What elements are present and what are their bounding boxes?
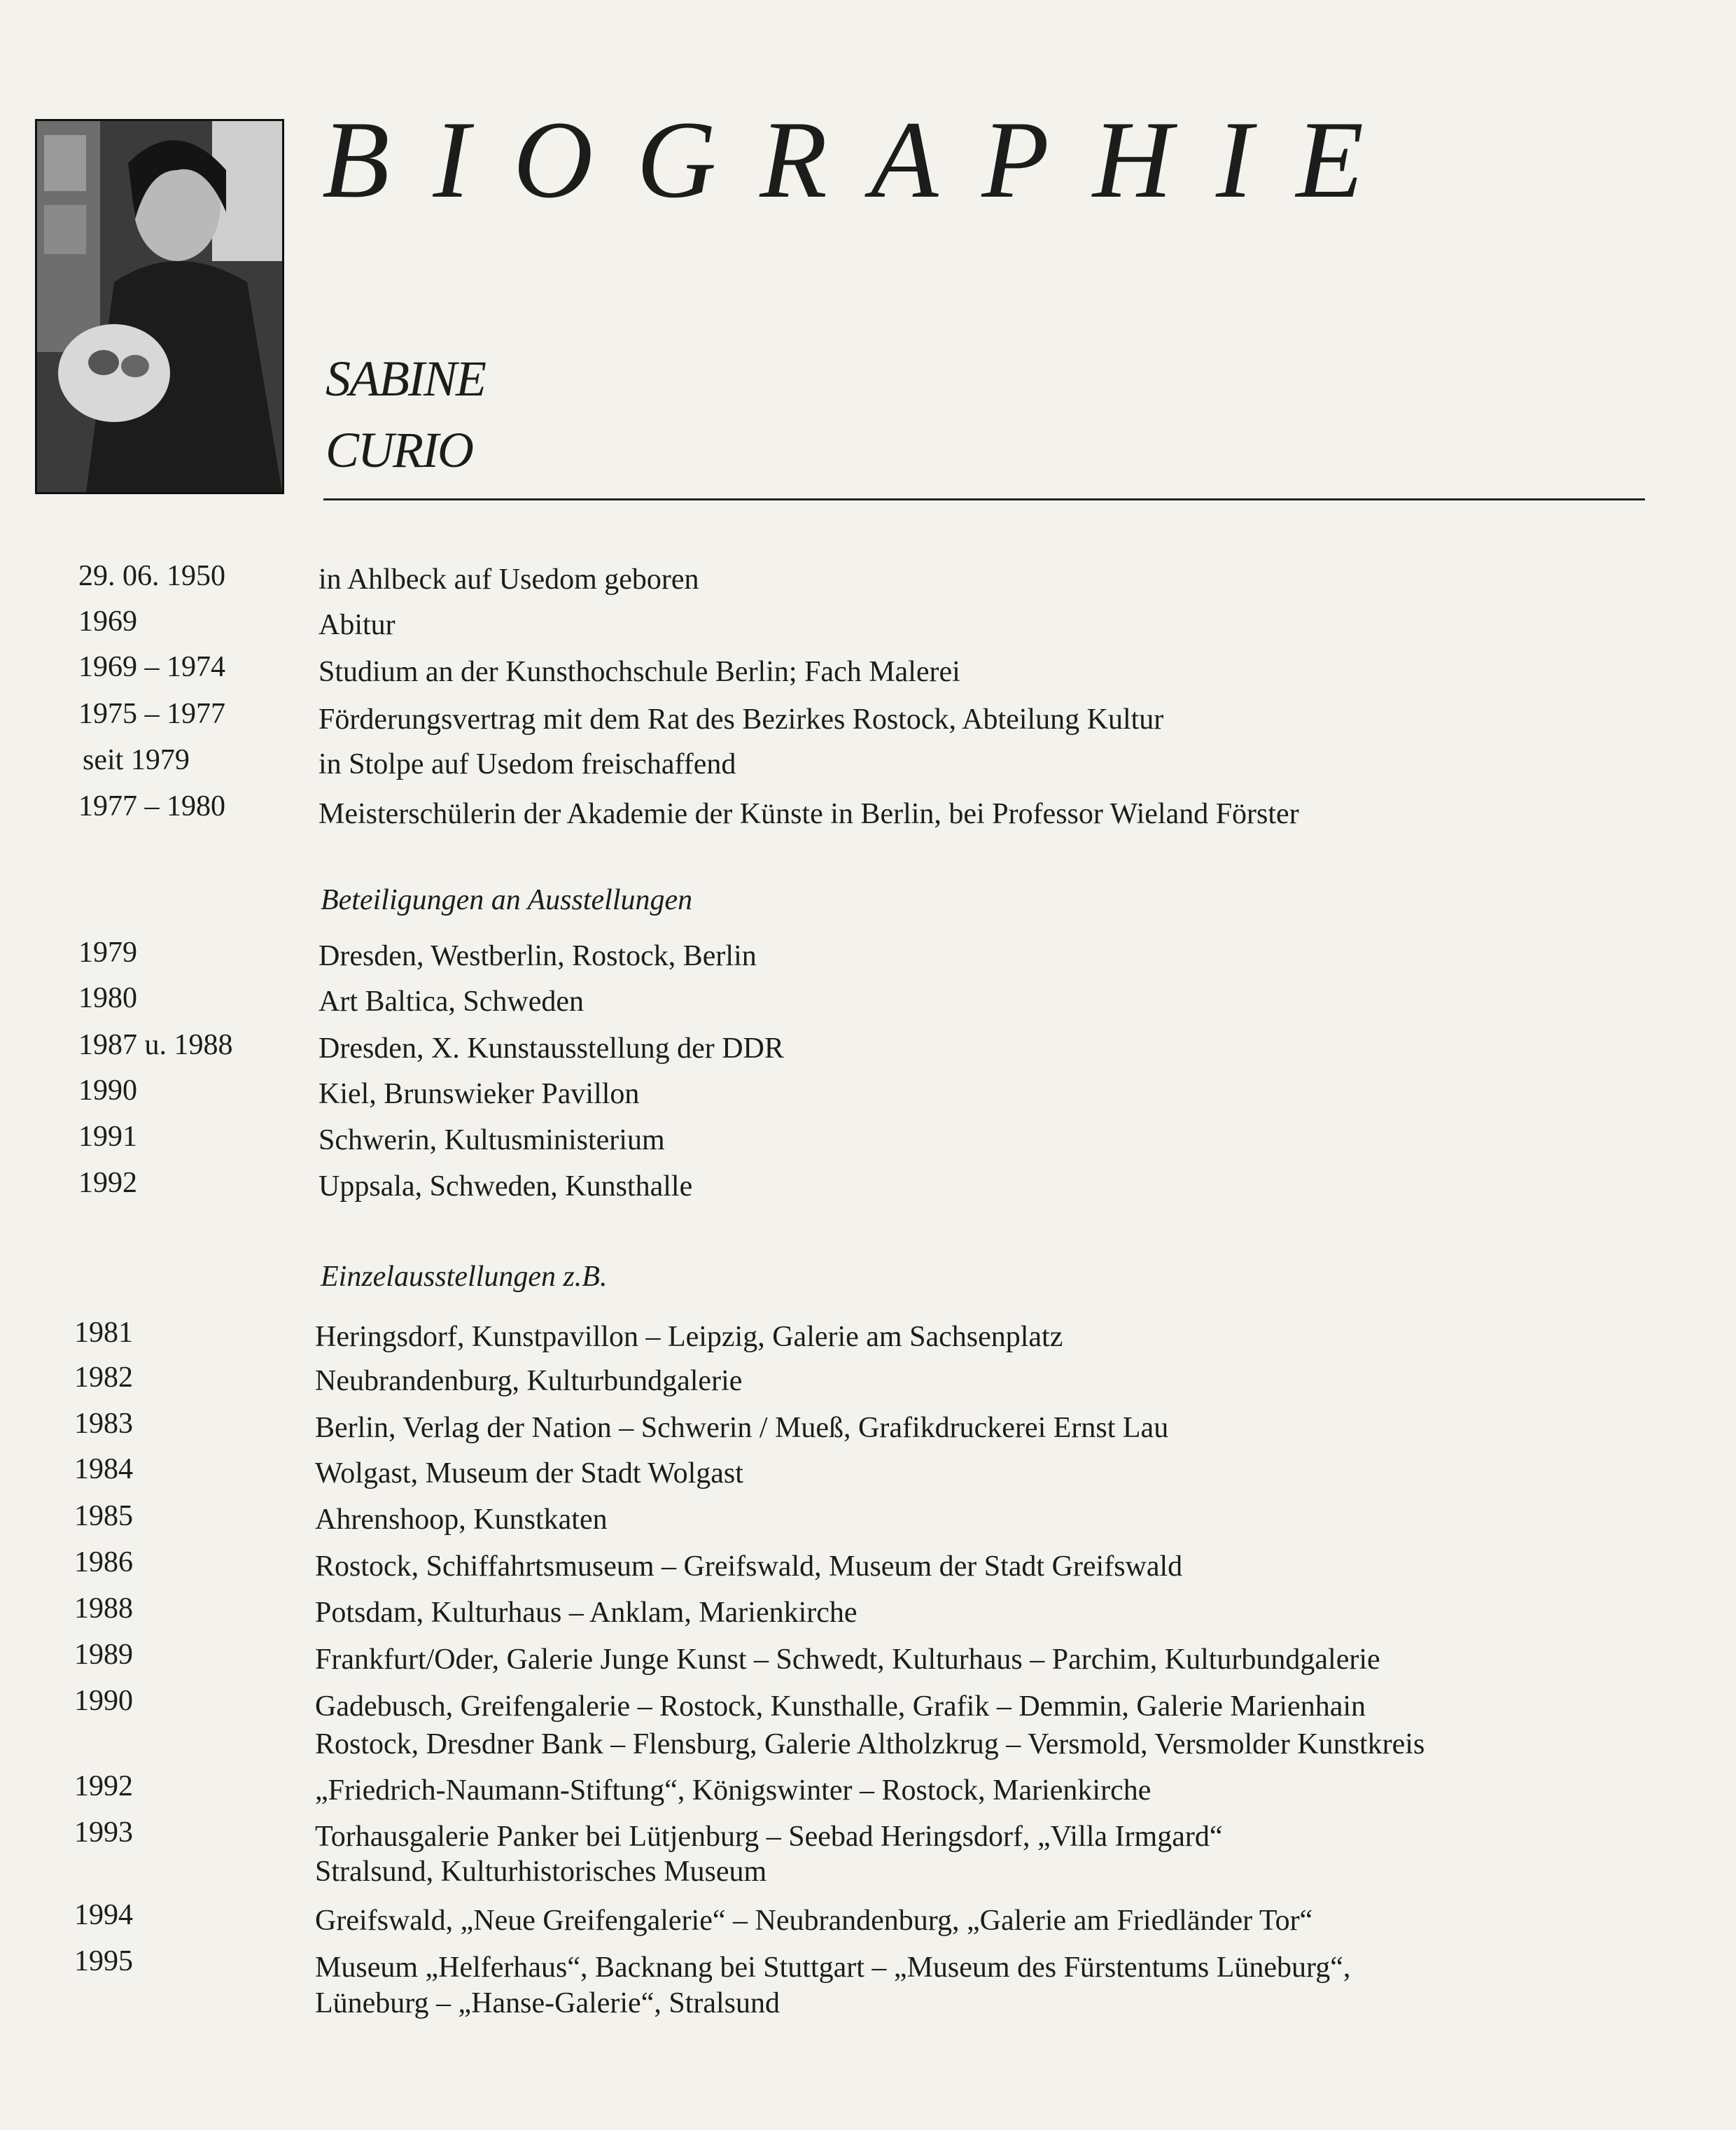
solo-text: Gadebusch, Greifengalerie – Rostock, Kunsthalle, Grafik – Demmin, Galerie Marienhain: [315, 1690, 1366, 1723]
solo-year: 1986: [74, 1546, 133, 1578]
solo-text: „Friedrich-Naumann-Stiftung“, Königswinter – Rostock, Marienkirche: [315, 1774, 1152, 1807]
solo-year: 1985: [74, 1500, 133, 1532]
solo-text: Museum „Helferhaus“, Backnang bei Stuttgart – „Museum des Fürstentums Lüneburg“,: [315, 1952, 1351, 1984]
group-year: 1987 u. 1988: [78, 1029, 233, 1061]
page-title: BIOGRAPHIE: [322, 99, 1408, 221]
bio-text: Abitur: [318, 609, 396, 641]
bio-year: 29. 06. 1950: [78, 560, 225, 592]
bio-year: seit 1979: [83, 744, 190, 776]
portrait-photo: [35, 119, 284, 494]
artist-first-name: SABINE: [326, 351, 485, 407]
solo-text-continued: Rostock, Dresdner Bank – Flensburg, Galerie Altholzkrug – Versmold, Versmolder Kunstkreis: [315, 1728, 1425, 1760]
bio-text: in Stolpe auf Usedom freischaffend: [318, 748, 736, 780]
solo-year: 1990: [74, 1685, 133, 1717]
group-year: 1991: [78, 1121, 137, 1153]
solo-text: Berlin, Verlag der Nation – Schwerin / Mueß, Grafikdruckerei Ernst Lau: [315, 1412, 1169, 1444]
group-text: Kiel, Brunswieker Pavillon: [318, 1078, 640, 1110]
solo-year: 1982: [74, 1361, 133, 1394]
group-text: Dresden, Westberlin, Rostock, Berlin: [318, 940, 757, 972]
solo-exhibitions-heading: Einzelausstellungen z.B.: [321, 1261, 608, 1293]
solo-text-continued: Stralsund, Kulturhistorisches Museum: [315, 1856, 767, 1888]
solo-year: 1995: [74, 1945, 133, 1977]
solo-year: 1984: [74, 1453, 133, 1485]
solo-year: 1983: [74, 1408, 133, 1440]
solo-text: Torhausgalerie Panker bei Lütjenburg – Seebad Heringsdorf, „Villa Irmgard“: [315, 1821, 1223, 1853]
solo-year: 1989: [74, 1639, 133, 1671]
bio-text: in Ahlbeck auf Usedom geboren: [318, 563, 699, 596]
solo-text: Frankfurt/Oder, Galerie Junge Kunst – Schwedt, Kulturhaus – Parchim, Kulturbundgalerie: [315, 1644, 1380, 1676]
bio-year: 1969 – 1974: [78, 651, 225, 683]
group-text: Art Baltica, Schweden: [318, 986, 584, 1018]
bio-text: Studium an der Kunsthochschule Berlin; Fach Malerei: [318, 656, 960, 688]
group-year: 1990: [78, 1074, 137, 1107]
solo-text: Heringsdorf, Kunstpavillon – Leipzig, Galerie am Sachsenplatz: [315, 1321, 1063, 1353]
solo-year: 1992: [74, 1770, 133, 1802]
solo-year: 1994: [74, 1899, 133, 1931]
solo-year: 1981: [74, 1317, 133, 1349]
solo-text: Ahrenshoop, Kunstkaten: [315, 1504, 608, 1536]
solo-text: Rostock, Schiffahrtsmuseum – Greifswald, Museum der Stadt Greifswald: [315, 1550, 1183, 1583]
group-year: 1979: [78, 937, 137, 969]
solo-text-continued: Lüneburg – „Hanse-Galerie“, Stralsund: [315, 1987, 780, 2019]
solo-text: Potsdam, Kulturhaus – Anklam, Marienkirche: [315, 1597, 858, 1629]
bio-year: 1977 – 1980: [78, 790, 225, 822]
solo-year: 1993: [74, 1816, 133, 1849]
solo-text: Greifswald, „Neue Greifengalerie“ – Neubrandenburg, „Galerie am Friedländer Tor“: [315, 1905, 1313, 1937]
group-text: Uppsala, Schweden, Kunsthalle: [318, 1170, 693, 1203]
group-text: Dresden, X. Kunstausstellung der DDR: [318, 1032, 784, 1065]
artist-last-name: CURIO: [326, 422, 472, 478]
solo-year: 1988: [74, 1592, 133, 1625]
bio-year: 1969: [78, 605, 137, 638]
bio-text: Meisterschülerin der Akademie der Künste in Berlin, bei Professor Wieland Förster: [318, 798, 1299, 830]
bio-year: 1975 – 1977: [78, 698, 225, 730]
divider-rule: [323, 498, 1645, 500]
group-year: 1980: [78, 982, 137, 1014]
group-exhibitions-heading: Beteiligungen an Ausstellungen: [321, 884, 693, 916]
solo-text: Wolgast, Museum der Stadt Wolgast: [315, 1457, 743, 1490]
solo-text: Neubrandenburg, Kulturbundgalerie: [315, 1365, 743, 1397]
bio-text: Förderungsvertrag mit dem Rat des Bezirkes Rostock, Abteilung Kultur: [318, 703, 1164, 736]
group-text: Schwerin, Kultusministerium: [318, 1124, 665, 1156]
artist-name: [326, 343, 485, 486]
group-year: 1992: [78, 1167, 137, 1199]
